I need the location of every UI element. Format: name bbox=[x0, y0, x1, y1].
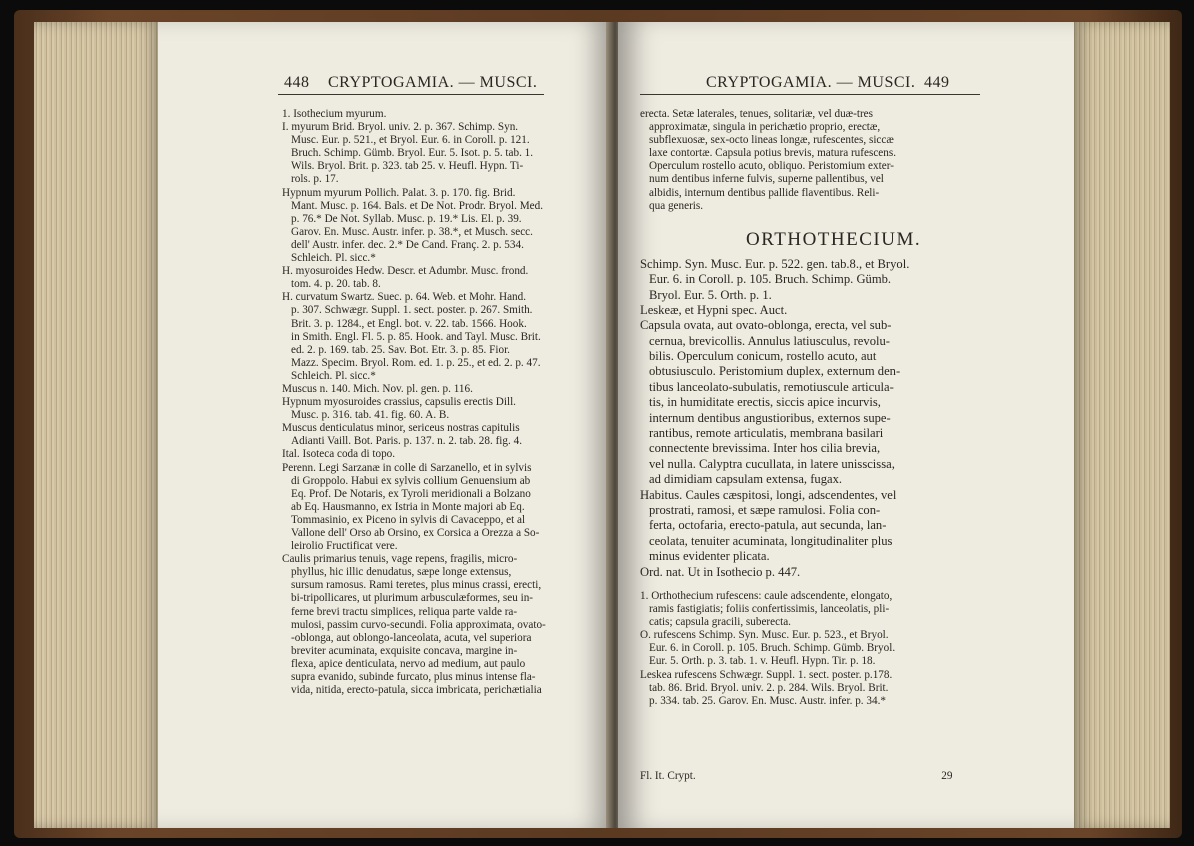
text-line: I. myurum Brid. Bryol. univ. 2. p. 367. Schimp. Syn. bbox=[282, 121, 519, 134]
text-line: internum dentibus angustioribus, externos supe- bbox=[649, 410, 891, 425]
text-line: Schleich. Pl. sicc.* bbox=[291, 252, 376, 265]
text-line: H. myosuroides Hedw. Descr. et Adumbr. Musc. frond. bbox=[282, 265, 529, 278]
left-page-text bbox=[282, 108, 546, 697]
text-line: Eq. Prof. De Notaris, ex Tyroli meridionali a Bolzano bbox=[291, 487, 531, 500]
text-line: qua generis. bbox=[649, 199, 704, 212]
text-line: supra evanido, subinde furcato, plus minus intense fla- bbox=[291, 671, 536, 684]
text-line: minus evidenter plicata. bbox=[649, 549, 770, 564]
text-line: Muscus n. 140. Mich. Nov. pl. gen. p. 116. bbox=[282, 382, 473, 395]
text-line: di Groppolo. Habui ex sylvis collium Genuensium ab bbox=[291, 474, 531, 487]
spacer bbox=[640, 580, 921, 590]
text-line: -oblonga, aut oblongo-lanceolata, acuta, vel superiora bbox=[291, 631, 532, 644]
text-line: dell' Austr. infer. dec. 2.* De Cand. Franç. 2. p. 534. bbox=[291, 238, 524, 251]
page-number: 448 bbox=[284, 74, 310, 91]
text-line: bi-tripollicares, ut plurimum arbusculæformes, seu in- bbox=[291, 592, 534, 605]
text-line: tibus lanceolato-subulatis, remotiuscule articula- bbox=[649, 379, 894, 394]
text-line: Bryol. Eur. 5. Orth. p. 1. bbox=[649, 287, 772, 302]
text-line: Caulis primarius tenuis, vage repens, fragilis, micro- bbox=[282, 553, 518, 566]
text-line: Hypnum myosuroides crassius, capsulis erectis Dill. bbox=[282, 396, 516, 409]
header-rule bbox=[640, 94, 980, 95]
text-line: obtusiusculo. Peristomium duplex, externum den- bbox=[649, 364, 901, 379]
text-line: p. 76.* De Not. Syllab. Musc. p. 19.* Lis. El. p. 39. bbox=[291, 212, 522, 225]
text-line: Mazz. Specim. Bryol. Rom. ed. 1. p. 25., et ed. 2. p. 47. bbox=[291, 356, 541, 369]
text-line: Capsula ovata, aut ovato-oblonga, erecta, vel sub- bbox=[640, 318, 892, 333]
text-line: Muscus denticulatus minor, sericeus nostras capitulis bbox=[282, 422, 520, 435]
text-line: Habitus. Caules cæspitosi, longi, adscendentes, vel bbox=[640, 487, 897, 502]
text-line: ferta, octofaria, erecto-patula, aut secunda, lan- bbox=[649, 518, 887, 533]
text-line: breviter acuminata, exquisite concava, margine in- bbox=[291, 644, 518, 657]
text-line: vida, nitida, erecto-patula, sicca imbricata, perichætialia bbox=[291, 684, 542, 697]
text-line: phyllus, hic illic denudatus, sæpe longe extensus, bbox=[291, 566, 512, 579]
text-line: 1. Isothecium myurum. bbox=[282, 108, 387, 120]
text-line: ab Eq. Hausmanno, ex Istria in Monte majori ab Eq. bbox=[291, 500, 525, 513]
text-line: erecta. Setæ laterales, tenues, solitariæ, vel duæ-tres bbox=[640, 108, 873, 120]
text-line: prostrati, ramosi, et sæpe ramulosi. Folia con- bbox=[649, 503, 881, 517]
text-line: tom. 4. p. 20. tab. 8. bbox=[291, 278, 381, 291]
text-line: connectente brevissima. Inter hos cilia brevia, bbox=[649, 441, 881, 456]
text-line: ceolata, tenuiter acuminata, longitudinaliter plus bbox=[649, 533, 893, 548]
text-line: in Smith. Engl. Fl. 5. p. 85. Hook. and Tayl. Musc. Brit. bbox=[291, 330, 541, 343]
text-line: Operculum rostello acuto, obliquo. Peristomium exter- bbox=[649, 160, 894, 173]
text-line: subflexuosæ, sex-octo lineas longæ, rufescentes, siccæ bbox=[649, 134, 894, 147]
text-line: p. 334. tab. 25. Garov. En. Musc. Austr. infer. p. 34.* bbox=[649, 694, 886, 707]
text-line: leirolio Fructificat vere. bbox=[291, 540, 398, 553]
page-number: 449 bbox=[924, 74, 950, 91]
text-line: O. rufescens Schimp. Syn. Musc. Eur. p. 523., et Bryol. bbox=[640, 629, 889, 642]
right-page bbox=[618, 22, 1074, 828]
running-head: CRYPTOGAMIA. — MUSCI. bbox=[328, 74, 538, 91]
text-line: catis; capsula gracili, suberecta. bbox=[649, 616, 791, 629]
running-head: CRYPTOGAMIA. — MUSCI. bbox=[706, 74, 916, 91]
signature-mark: 29 bbox=[941, 770, 953, 782]
page-edges-right bbox=[1072, 22, 1170, 828]
text-line: Eur. 5. Orth. p. 3. tab. 1. v. Heufl. Hypn. Tir. p. 18. bbox=[649, 655, 876, 668]
text-line: Schleich. Pl. sicc.* bbox=[291, 369, 376, 382]
text-line: flexa, apice denticulata, nervo ad medium, aut paulo bbox=[291, 657, 526, 670]
text-line: 1. Orthothecium rufescens: caule adscendente, elongato, bbox=[640, 589, 893, 602]
text-line: tis, in humiditate erectis, siccis apice incurvis, bbox=[649, 395, 881, 410]
text-line: approximatæ, singula in perichætio proprio, erectæ, bbox=[649, 121, 881, 134]
right-page-text bbox=[640, 108, 921, 708]
text-line: Brit. 3. p. 1284., et Engl. bot. v. 22. tab. 1566. Hook. bbox=[291, 317, 527, 330]
footer-title: Fl. It. Crypt. bbox=[640, 770, 696, 782]
page-footer bbox=[640, 770, 952, 782]
text-line: Vallone dell' Orso ab Orsino, ex Corsica a Orezza a So- bbox=[291, 527, 540, 539]
text-line: Wils. Bryol. Brit. p. 323. tab 25. v. Heufl. Hypn. Ti- bbox=[291, 160, 524, 173]
text-line: Eur. 6. in Coroll. p. 105. Bruch. Schimp. Gümb. Bryol. bbox=[649, 642, 896, 655]
text-line: Adianti Vaill. Bot. Paris. p. 137. n. 2. tab. 28. fig. 4. bbox=[291, 435, 522, 448]
text-line: ferne brevi tractu simplices, reliqua parte valde ra- bbox=[291, 605, 518, 618]
text-line: rantibus, remote articulatis, membrana basilari bbox=[649, 426, 884, 441]
text-line: ramis fastigiatis; foliis confertissimis, lanceolatis, pli- bbox=[649, 603, 890, 616]
text-line: H. curvatum Swartz. Suec. p. 64. Web. et Mohr. Hand. bbox=[282, 291, 527, 304]
text-line: Leskea rufescens Schwægr. Suppl. 1. sect. poster. p.178. bbox=[640, 668, 893, 681]
text-line: mulosi, passim curvo-secundi. Folia approximata, ovato- bbox=[291, 618, 546, 631]
text-line: ed. 2. p. 169. tab. 25. Sav. Bot. Etr. 3. p. 85. Fior. bbox=[291, 343, 510, 356]
text-line: Eur. 6. in Coroll. p. 105. Bruch. Schimp. Gümb. bbox=[649, 272, 892, 287]
left-page bbox=[158, 22, 612, 828]
text-line: Hypnum myurum Pollich. Palat. 3. p. 170. fig. Brid. bbox=[282, 186, 516, 199]
text-line: rols. p. 17. bbox=[291, 173, 339, 186]
text-line: p. 307. Schwægr. Suppl. 1. sect. poster. p. 267. Smith. bbox=[291, 304, 533, 317]
spacer bbox=[640, 213, 921, 223]
text-line: num dentibus inferne fulvis, superne pallentibus, vel bbox=[649, 173, 884, 186]
page-edges-left bbox=[34, 22, 162, 828]
text-line: tab. 86. Brid. Bryol. univ. 2. p. 284. Wils. Bryol. Brit. bbox=[649, 681, 889, 694]
genus-heading: ORTHOTHECIUM. bbox=[746, 228, 922, 250]
text-line: Bruch. Schimp. Gümb. Bryol. Eur. 5. Isot. p. 5. tab. 1. bbox=[291, 147, 534, 160]
text-line: laxe contortæ. Capsula potius brevis, matura rufescens. bbox=[649, 147, 896, 160]
text-line: Perenn. Legi Sarzanæ in colle di Sarzanello, et in sylvis bbox=[282, 461, 532, 474]
text-line: Mant. Musc. p. 164. Bals. et De Not. Prodr. Bryol. Med. bbox=[291, 199, 544, 212]
text-line: Ord. nat. Ut in Isothecio p. 447. bbox=[640, 564, 801, 579]
text-line: sursum ramosus. Rami teretes, plus minus crassi, erecti, bbox=[291, 579, 542, 592]
text-line: Ital. Isoteca coda di topo. bbox=[282, 448, 396, 461]
text-line: cernua, brevicollis. Annulus latiusculus, revolu- bbox=[649, 333, 890, 348]
text-line: vel nulla. Calyptra cucullata, in latere unisscissa, bbox=[649, 456, 895, 471]
text-line: Musc. Eur. p. 521., et Bryol. Eur. 6. in Coroll. p. 121. bbox=[291, 134, 530, 147]
text-line: Musc. p. 316. tab. 41. fig. 60. A. B. bbox=[291, 409, 450, 422]
text-line: Leskeæ, et Hypni spec. Auct. bbox=[640, 302, 788, 317]
text-line: Tommasinio, ex Piceno in sylvis di Cavaceppo, et al bbox=[291, 513, 526, 526]
header-rule bbox=[278, 94, 544, 95]
text-line: Schimp. Syn. Musc. Eur. p. 522. gen. tab.8., et Bryol. bbox=[640, 256, 910, 271]
text-line: ad dimidiam capsulam extensa, fugax. bbox=[649, 472, 843, 487]
text-line: albidis, internum dentibus pallide flaventibus. Reli- bbox=[649, 186, 880, 199]
text-line: bilis. Operculum conicum, rostello acuto, aut bbox=[649, 349, 877, 364]
text-line: Garov. En. Musc. Austr. infer. p. 38.*, et Musch. secc. bbox=[291, 225, 533, 238]
